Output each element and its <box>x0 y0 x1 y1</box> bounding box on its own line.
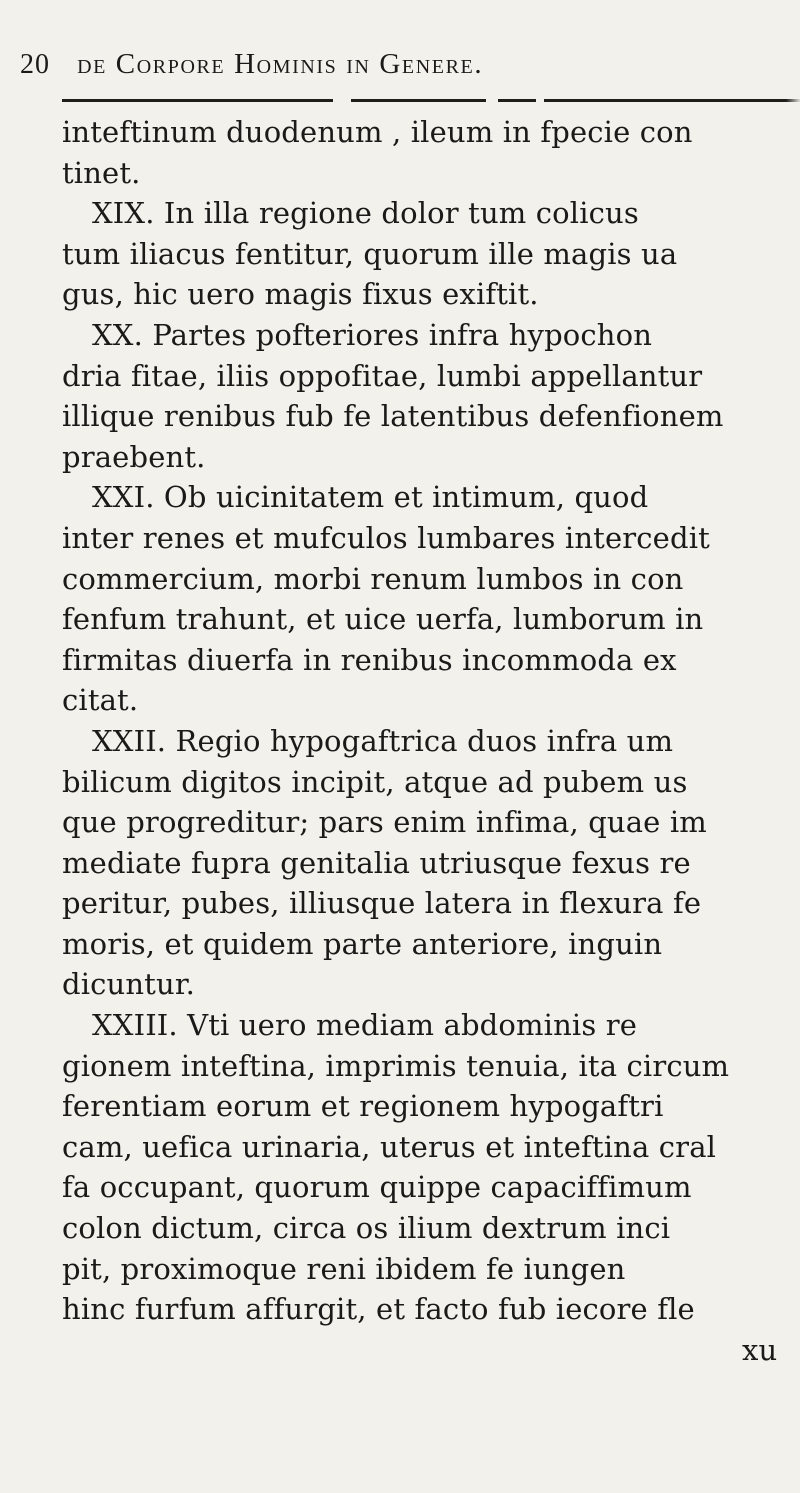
text-line: fa occupant, quorum quippe capaciffimum <box>62 1170 692 1205</box>
paragraph-start-line: XXIII. Vti uero mediam abdominis re <box>92 1008 638 1043</box>
text-body <box>62 112 800 1370</box>
text-line: colon dictum, circa os ilium dextrum inci <box>62 1211 671 1246</box>
running-head: de Corpore Hominis in Genere. <box>77 48 484 80</box>
text-line: firmitas diuerfa in renibus incommoda ex <box>62 642 677 677</box>
text-line: commercium, morbi renum lumbos in con <box>62 561 684 596</box>
paragraph-start-line: XX. Partes pofteriores infra hypochon <box>92 317 653 352</box>
paragraph-start-line: XIX. In illa regione dolor tum colicus <box>92 196 639 231</box>
text-line: hinc furfum affurgit, et facto fub iecore fle <box>62 1292 695 1327</box>
page-number: 20 <box>20 49 50 80</box>
text-line: pit, proximoque reni ibidem fe iungen <box>62 1251 626 1286</box>
page-edge-shadow <box>786 0 800 1493</box>
header-rule-break <box>536 98 544 103</box>
text-line: ferentiam eorum et regionem hypogaftri <box>62 1089 664 1124</box>
header-rule-break <box>486 98 498 103</box>
text-line: moris, et quidem parte anteriore, inguin <box>62 926 663 961</box>
text-line: inter renes et mufculos lumbares intercedit <box>62 520 710 555</box>
header-rule-break <box>333 98 351 103</box>
text-line: citat. <box>62 683 139 718</box>
text-line: peritur, pubes, illiusque latera in flexura fe <box>62 886 702 921</box>
text-line: inteftinum duodenum , ileum in fpecie con <box>62 115 693 149</box>
paragraph-start-line: XXII. Regio hypogaftrica duos infra um <box>92 723 674 758</box>
paragraph-start-line: XXI. Ob uicinitatem et intimum, quod <box>92 480 649 515</box>
text-line: gus, hic uero magis fixus exiftit. <box>62 277 539 312</box>
text-line: gionem inteftina, imprimis tenuia, ita circum <box>62 1048 730 1083</box>
catchword: xu <box>742 1332 778 1367</box>
text-line: praebent. <box>62 439 206 474</box>
page-header <box>20 48 800 88</box>
text-line: dria fitae, iliis oppofitae, lumbi appellantur <box>62 358 703 393</box>
text-line: dicuntur. <box>62 967 196 1002</box>
text-line: fenfum trahunt, et uice uerfa, lumborum in <box>62 602 704 637</box>
text-line: que progreditur; pars enim infima, quae im <box>62 805 707 840</box>
text-line: tinet. <box>62 155 141 190</box>
text-line: bilicum digitos incipit, atque ad pubem us <box>62 764 688 799</box>
text-line: cam, uefica urinaria, uterus et inteftina cral <box>62 1129 717 1164</box>
text-line: illique renibus fub fe latentibus defenfionem <box>62 399 724 434</box>
header-rule <box>62 99 800 102</box>
text-line: tum iliacus fentitur, quorum ille magis ua <box>62 236 678 271</box>
text-line: mediate fupra genitalia utriusque fexus re <box>62 845 691 880</box>
